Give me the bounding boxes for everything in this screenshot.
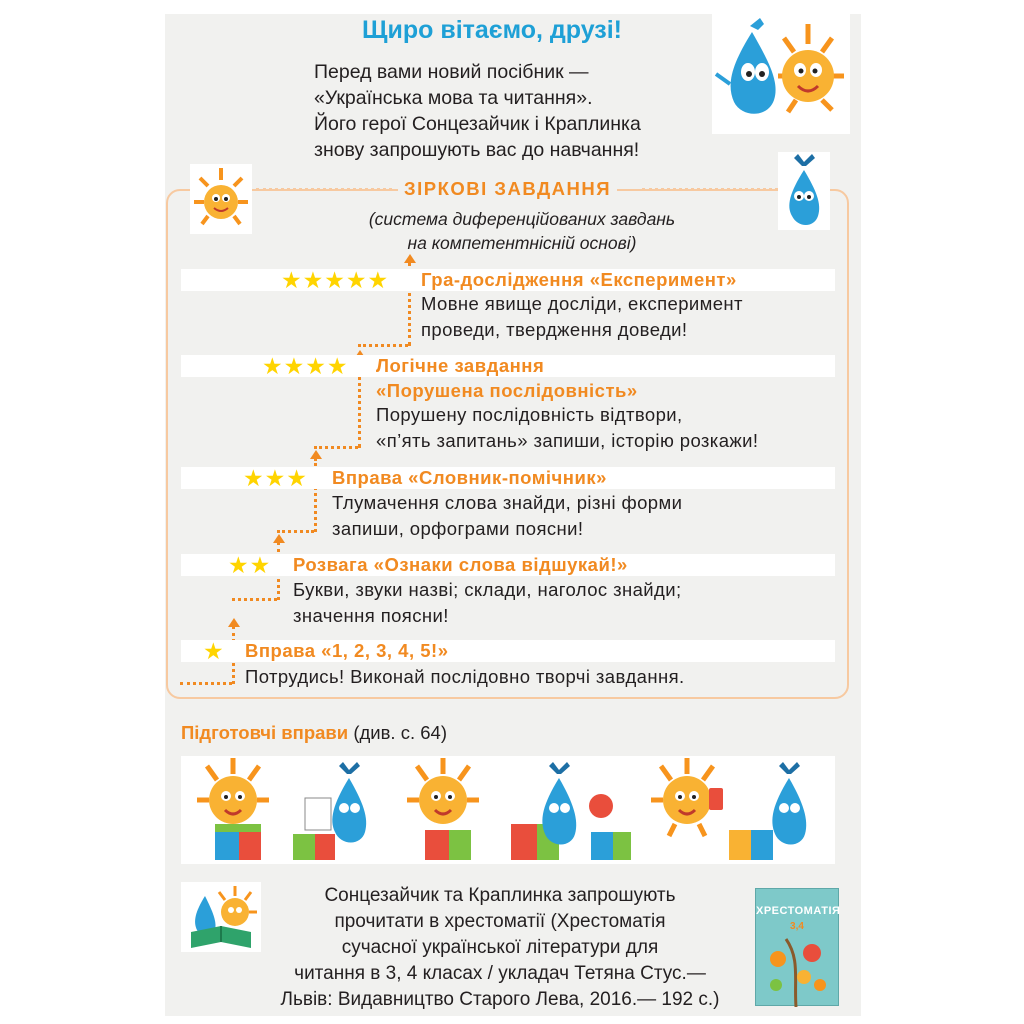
cube-icon <box>425 830 471 860</box>
level-text-line: Порушену послідовність відтвори, <box>376 404 683 425</box>
stair-connector <box>314 446 358 449</box>
characters-illustration <box>712 14 850 134</box>
level-text-line: Букви, звуки назві; склади, наголос знайди; <box>293 579 682 600</box>
level-description <box>421 291 743 343</box>
prep-ref: (див. с. 64) <box>353 722 447 743</box>
book-grade: 3,4 <box>790 921 804 932</box>
level-stars: ★★★★ <box>262 353 349 379</box>
frame-dotted-line-right <box>642 188 778 191</box>
stair-connector <box>277 530 314 533</box>
anthology-book-cover <box>755 888 839 1006</box>
sun-character-icon <box>197 758 269 824</box>
level-description <box>293 577 681 629</box>
sun-character-icon <box>219 886 257 926</box>
level-text-line: значення поясни! <box>293 605 449 626</box>
water-drop-character-icon <box>332 762 366 843</box>
characters-strip <box>181 756 835 864</box>
cube-icon <box>591 832 631 860</box>
intro-line: Його герої Сонцезайчик і Краплинка <box>314 113 641 135</box>
subtitle-line: на компетентнісній основі) <box>407 233 637 253</box>
level-stars: ★ <box>203 638 225 664</box>
cube-icon <box>729 830 773 860</box>
star-tasks-heading: ЗІРКОВІ ЗАВДАННЯ <box>398 178 617 200</box>
level-title: Логічне завдання <box>376 355 545 376</box>
reader-line: Сонцезайчик та Краплинка запрошують <box>324 885 676 906</box>
level-stars: ★★ <box>228 552 272 578</box>
cube-icon <box>215 824 261 860</box>
intro-text <box>314 59 641 163</box>
reader-line: Львів: Видавництво Старого Лева, 2016.— 192 с.) <box>280 989 720 1010</box>
page-title: Щиро вітаємо, друзі! <box>362 16 623 44</box>
level-description <box>376 402 758 454</box>
level-text-line: Мовне явище досліди, експеримент <box>421 293 743 314</box>
stair-arrow-icon <box>228 618 240 627</box>
reading-characters-illustration <box>181 882 261 952</box>
level-title: Вправа «1, 2, 3, 4, 5!» <box>245 640 449 661</box>
stair-arrow-icon <box>404 254 416 263</box>
level-title: «Порушена послідовність» <box>376 380 638 401</box>
level-title: Гра-дослідження «Експеримент» <box>421 269 737 290</box>
phone-icon <box>709 788 723 810</box>
level-text-line: Тлумачення слова знайди, різні форми <box>332 492 683 513</box>
prep-label: Підготовчі вправи <box>181 722 349 743</box>
intro-line: «Українська мова та читання». <box>314 87 593 109</box>
stair-connector <box>232 598 277 601</box>
stair-arrow-icon <box>273 534 285 543</box>
level-text-line: проведи, твердження доведи! <box>421 319 688 340</box>
reader-line: читання в 3, 4 класах / укладач Тетяна Стус.— <box>294 963 706 984</box>
frame-dotted-line-left <box>256 188 392 191</box>
star-tasks-subtitle <box>0 207 1024 255</box>
apple-icon <box>589 794 613 818</box>
level-stars: ★★★ <box>243 465 308 491</box>
level-text-line: запиши, орфограми поясни! <box>332 518 584 539</box>
level-text-line: «п’ять запитань» запиши, історію розкажи! <box>376 430 759 451</box>
reader-line: сучасної української літератури для <box>341 937 659 958</box>
prep-exercises <box>181 722 447 744</box>
water-drop-character-icon <box>772 762 806 845</box>
level-stars: ★★★★★ <box>281 267 390 293</box>
sun-character-icon <box>778 24 844 112</box>
anthology-invitation <box>260 883 740 1013</box>
level-description <box>332 490 682 542</box>
stair-connector <box>358 344 408 347</box>
water-drop-character-icon <box>542 762 576 845</box>
intro-line: знову запрошують вас до навчання! <box>314 139 640 161</box>
level-description <box>245 664 685 690</box>
subtitle-line: (система диференційованих завдань <box>368 209 676 229</box>
reader-line: прочитати в хрестоматії (Хрестоматія <box>334 911 666 932</box>
stair-connector <box>180 682 232 685</box>
level-text-line: Потрудись! Виконай послідовно творчі завдання. <box>245 666 685 687</box>
intro-line: Перед вами новий посібник — <box>314 61 589 83</box>
book-title: ХРЕСТОМАТІЯ <box>756 905 841 917</box>
level-title: Розвага «Ознаки слова відшукай!» <box>293 554 628 575</box>
cube-icon <box>293 834 335 860</box>
water-drop-character-icon <box>716 18 776 114</box>
level-title: Вправа «Словник-помічник» <box>332 467 607 488</box>
stair-arrow-icon <box>310 450 322 459</box>
sun-character-icon <box>407 758 479 824</box>
paper-sheet <box>305 798 331 830</box>
